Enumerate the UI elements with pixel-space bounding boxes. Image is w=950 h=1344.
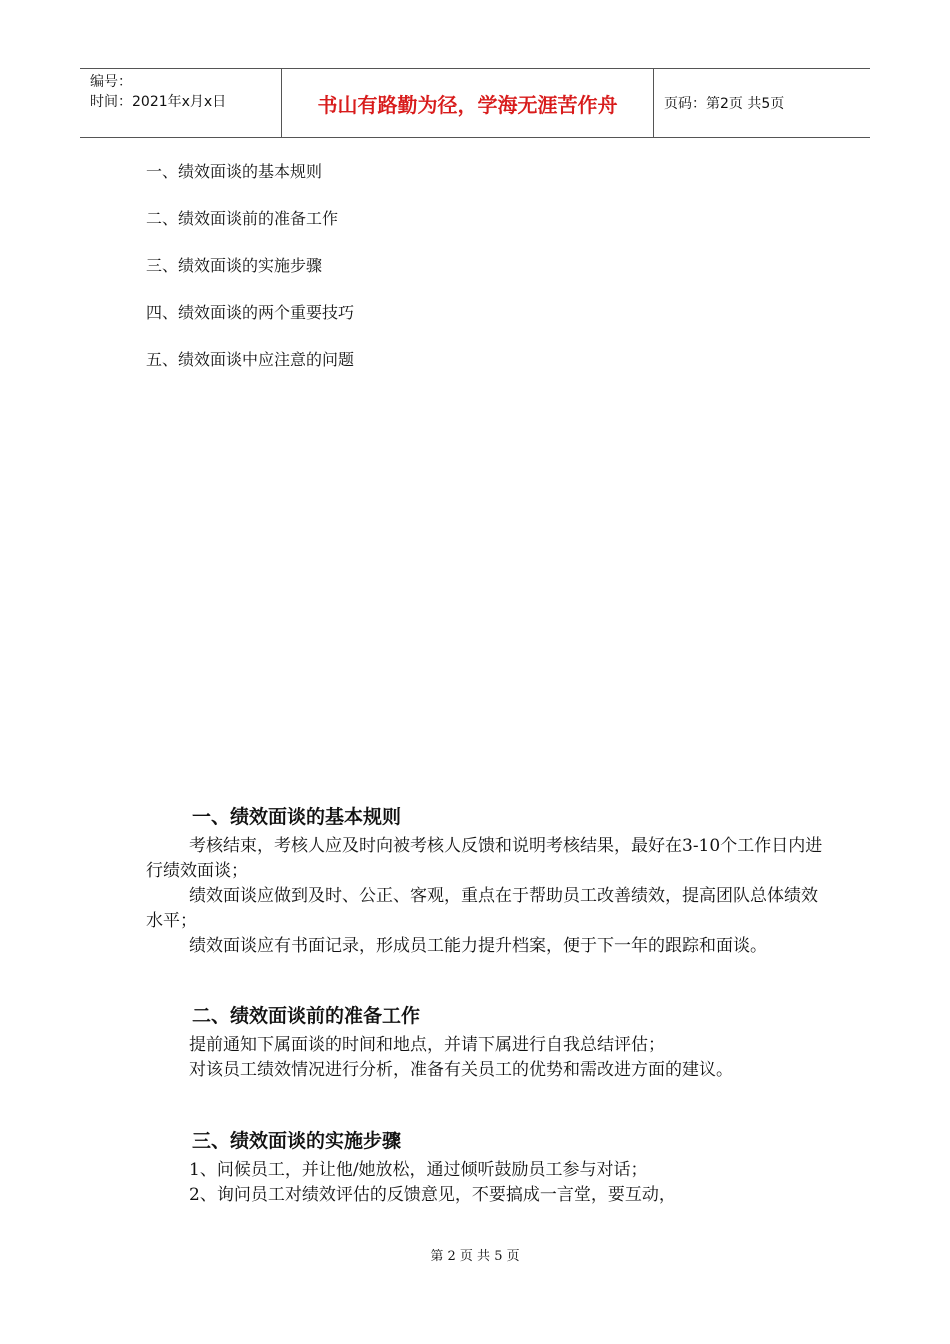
paragraph: 绩效面谈应做到及时、公正、客观，重点在于帮助员工改善绩效，提高团队总体绩效水平； xyxy=(146,886,818,931)
paragraph: 1、问候员工，并让他/她放松，通过倾听鼓励员工参与对话； xyxy=(189,1160,648,1180)
section-preparation xyxy=(146,999,826,1083)
toc-item: 二、绩效面谈前的准备工作 xyxy=(146,209,339,228)
table-of-contents xyxy=(146,158,354,393)
section-implementation-steps xyxy=(146,1124,826,1208)
section-basic-rules xyxy=(146,800,826,959)
page-header xyxy=(80,68,870,138)
page-footer: 第 2 页 共 5 页 xyxy=(430,1249,520,1264)
paragraph: 绩效面谈应有书面记录，形成员工能力提升档案，便于下一年的跟踪和面谈。 xyxy=(189,936,767,956)
toc-item: 四、绩效面谈的两个重要技巧 xyxy=(146,303,355,322)
document-date-label: 时间：2021年x月x日 xyxy=(90,94,227,110)
paragraph: 提前通知下属面谈的时间和地点，并请下属进行自我总结评估； xyxy=(189,1035,665,1055)
toc-item: 五、绩效面谈中应注意的问题 xyxy=(146,350,355,369)
section-title: 二、绩效面谈前的准备工作 xyxy=(192,1005,421,1027)
section-title: 一、绩效面谈的基本规则 xyxy=(192,806,402,828)
paragraph: 对该员工绩效情况进行分析，准备有关员工的优势和需改进方面的建议。 xyxy=(189,1060,733,1080)
document-number-label: 编号： xyxy=(90,74,132,90)
header-meta xyxy=(80,69,282,137)
header-motto: 书山有路勤为径，学海无涯苦作舟 xyxy=(282,69,654,137)
toc-item: 三、绩效面谈的实施步骤 xyxy=(146,256,323,275)
header-page-info: 页码：第2页 共5页 xyxy=(664,96,785,112)
paragraph: 考核结束，考核人应及时向被考核人反馈和说明考核结果，最好在3-10个工作日内进行绩效面谈； xyxy=(146,836,823,881)
section-title: 三、绩效面谈的实施步骤 xyxy=(192,1130,402,1152)
paragraph: 2、询问员工对绩效评估的反馈意见，不要搞成一言堂，要互动， xyxy=(189,1185,676,1205)
toc-item: 一、绩效面谈的基本规则 xyxy=(146,162,323,181)
